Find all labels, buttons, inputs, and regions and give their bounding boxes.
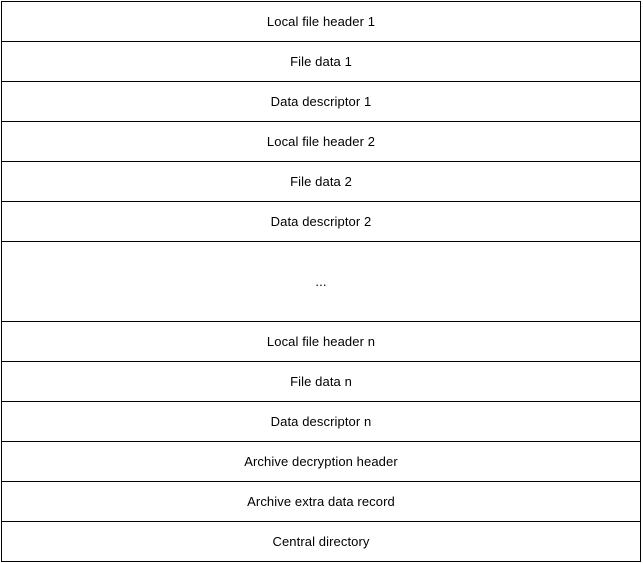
block-archive-decryption-header	[2, 442, 640, 482]
block-label: File data n	[290, 374, 352, 389]
block-data-descriptor-n	[2, 402, 640, 442]
block-label: Archive decryption header	[244, 454, 398, 469]
block-label: Data descriptor 2	[270, 214, 372, 229]
zip-structure-diagram	[1, 1, 641, 562]
block-archive-extra-data-record	[2, 482, 640, 522]
block-label: Central directory	[272, 534, 370, 549]
block-data-descriptor-1	[2, 82, 640, 122]
block-label: Archive extra data record	[247, 494, 395, 509]
block-file-data-1	[2, 42, 640, 82]
block-label: Local file header n	[266, 334, 376, 349]
block-label: File data 2	[290, 174, 352, 189]
block-central-directory	[2, 522, 640, 561]
block-local-file-header-2	[2, 122, 640, 162]
block-label: Data descriptor n	[270, 414, 372, 429]
block-local-file-header-1	[2, 2, 640, 42]
block-ellipsis	[2, 242, 640, 322]
block-label: Local file header 2	[266, 134, 376, 149]
block-label: Local file header 1	[266, 14, 376, 29]
block-label: File data 1	[290, 54, 352, 69]
block-file-data-n	[2, 362, 640, 402]
block-local-file-header-n	[2, 322, 640, 362]
block-label: Data descriptor 1	[270, 94, 372, 109]
block-file-data-2	[2, 162, 640, 202]
block-label: ...	[315, 274, 327, 289]
block-data-descriptor-2	[2, 202, 640, 242]
